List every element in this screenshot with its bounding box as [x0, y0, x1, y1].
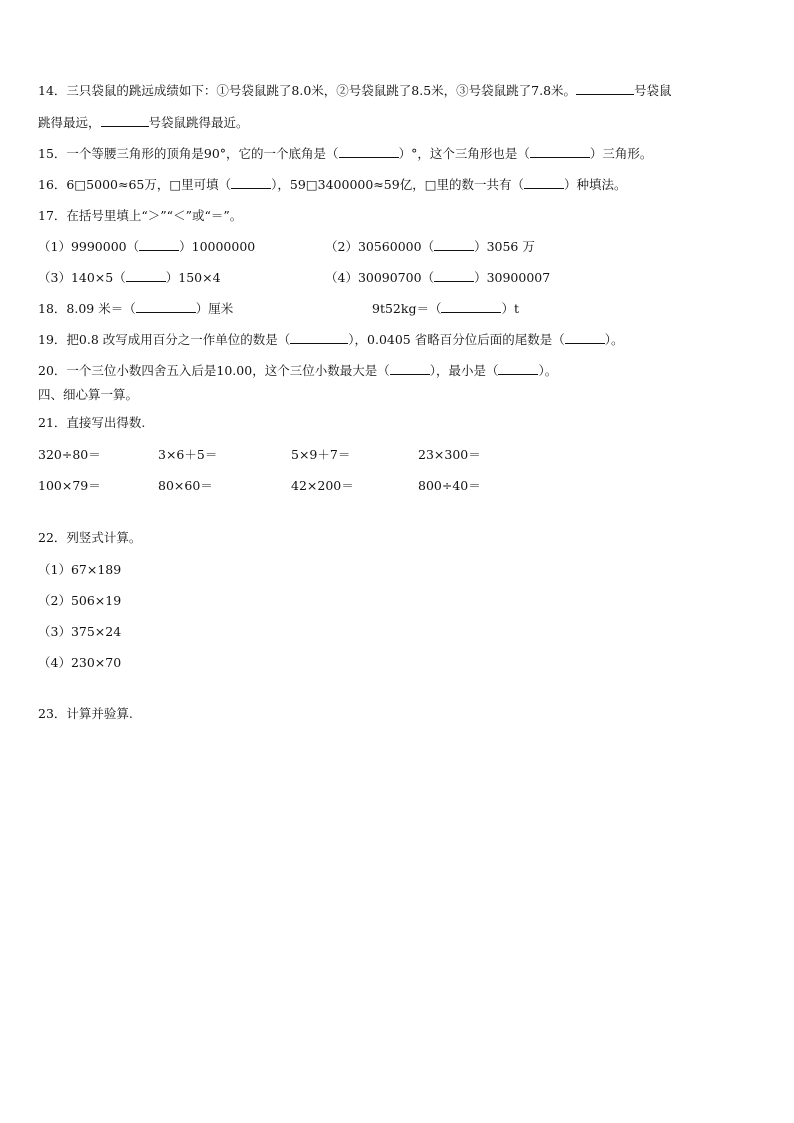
q19-blank-1[interactable]	[290, 331, 348, 344]
q17-blank-2[interactable]	[434, 238, 474, 251]
question-16	[38, 176, 627, 194]
q14-text-b: 号袋鼠	[634, 83, 672, 98]
q20-blank-2[interactable]	[498, 362, 538, 375]
q22-item-2: （2）506×19	[38, 593, 122, 608]
q14-blank-1[interactable]	[576, 82, 634, 95]
q22-item-3: （3）375×24	[38, 624, 122, 639]
q17-item-4-left: （4）30090700（	[325, 270, 435, 285]
q17-item-3-left: （3）140×5（	[38, 270, 126, 285]
q17-blank-1[interactable]	[139, 238, 179, 251]
question-21-title: 21．直接写出得数.	[38, 415, 146, 430]
q18-a-left: 18．8.09 米＝（	[38, 301, 136, 316]
q17-item-1	[38, 238, 255, 256]
q17-item-1-left: （1）9990000（	[38, 239, 140, 254]
q19-text-a: 19．把0.8 改写成用百分之一作单位的数是（	[38, 332, 291, 347]
q15-text-b: ）°，这个三角形也是（	[398, 146, 530, 161]
q16-blank-2[interactable]	[524, 176, 564, 189]
q19-blank-2[interactable]	[565, 331, 605, 344]
q18-blank-1[interactable]	[136, 300, 196, 313]
question-19	[38, 331, 624, 349]
q20-text-c: ）。	[538, 363, 558, 378]
q18-part-a	[38, 300, 233, 318]
q14-text-a: 14．三只袋鼠的跳远成绩如下：①号袋鼠跳了8.0米，②号袋鼠跳了8.5米，③号袋鼠跳了7.8米。	[38, 83, 577, 98]
q14-text-c: 跳得最远，	[38, 115, 101, 130]
q22-item-1: （1）67×189	[38, 562, 122, 577]
q17-blank-3[interactable]	[126, 269, 166, 282]
q16-text-b: ），59□3400000≈59亿，□里的数一共有（	[271, 177, 524, 192]
question-14-line-1	[38, 82, 672, 100]
q16-text-c: ）种填法。	[564, 177, 627, 192]
q21-r2-c3: 42×200＝	[291, 478, 354, 493]
q18-b-left: 9t52kg＝（	[372, 301, 442, 316]
q21-r1-c3: 5×9＋7＝	[291, 447, 351, 462]
q19-text-c: ）。	[604, 332, 624, 347]
q15-text-a: 15．一个等腰三角形的顶角是90°，它的一个底角是（	[38, 146, 339, 161]
q16-text-a: 16．6□5000≈65万，□里可填（	[38, 177, 232, 192]
q17-item-4	[325, 269, 550, 287]
q17-item-4-right: ）30900007	[474, 270, 551, 285]
q17-item-1-right: ）10000000	[179, 239, 256, 254]
q18-b-right: ）t	[501, 301, 519, 316]
q21-r2-c1: 100×79＝	[38, 478, 101, 493]
q21-r1-c2: 3×6＋5＝	[158, 447, 218, 462]
question-14-line-2	[38, 114, 249, 132]
section-4-heading: 四、细心算一算。	[38, 387, 139, 402]
q20-text-a: 20．一个三位小数四舍五入后是10.00，这个三位小数最大是（	[38, 363, 390, 378]
q21-r2-c2: 80×60＝	[158, 478, 213, 493]
q15-text-c: ）三角形。	[589, 146, 653, 161]
question-23-title: 23．计算并验算.	[38, 706, 133, 721]
q21-r2-c4: 800÷40＝	[418, 478, 481, 493]
q21-r1-c1: 320÷80＝	[38, 447, 101, 462]
q17-item-3	[38, 269, 221, 287]
q17-item-2-right: ）3056 万	[474, 239, 535, 254]
question-17-title: 17．在括号里填上“＞”“＜”或“＝”。	[38, 208, 243, 223]
question-20	[38, 362, 557, 380]
q14-blank-2[interactable]	[101, 114, 149, 127]
q17-item-2	[325, 238, 535, 256]
q17-item-2-left: （2）30560000（	[325, 239, 435, 254]
q15-blank-1[interactable]	[339, 145, 399, 158]
q14-text-d: 号袋鼠跳得最近。	[148, 115, 249, 130]
q22-item-4: （4）230×70	[38, 655, 122, 670]
q18-a-right: ）厘米	[195, 301, 234, 316]
q21-r1-c4: 23×300＝	[418, 447, 481, 462]
q17-blank-4[interactable]	[434, 269, 474, 282]
question-22-title: 22．列竖式计算。	[38, 530, 142, 545]
q20-text-b: ），最小是（	[429, 363, 499, 378]
q20-blank-1[interactable]	[390, 362, 430, 375]
question-15	[38, 145, 652, 163]
q18-blank-2[interactable]	[441, 300, 501, 313]
q15-blank-2[interactable]	[530, 145, 590, 158]
q16-blank-1[interactable]	[231, 176, 271, 189]
q19-text-b: ），0.0405 省略百分位后面的尾数是（	[348, 332, 565, 347]
q18-part-b	[372, 300, 519, 318]
q17-item-3-right: ）150×4	[165, 270, 221, 285]
